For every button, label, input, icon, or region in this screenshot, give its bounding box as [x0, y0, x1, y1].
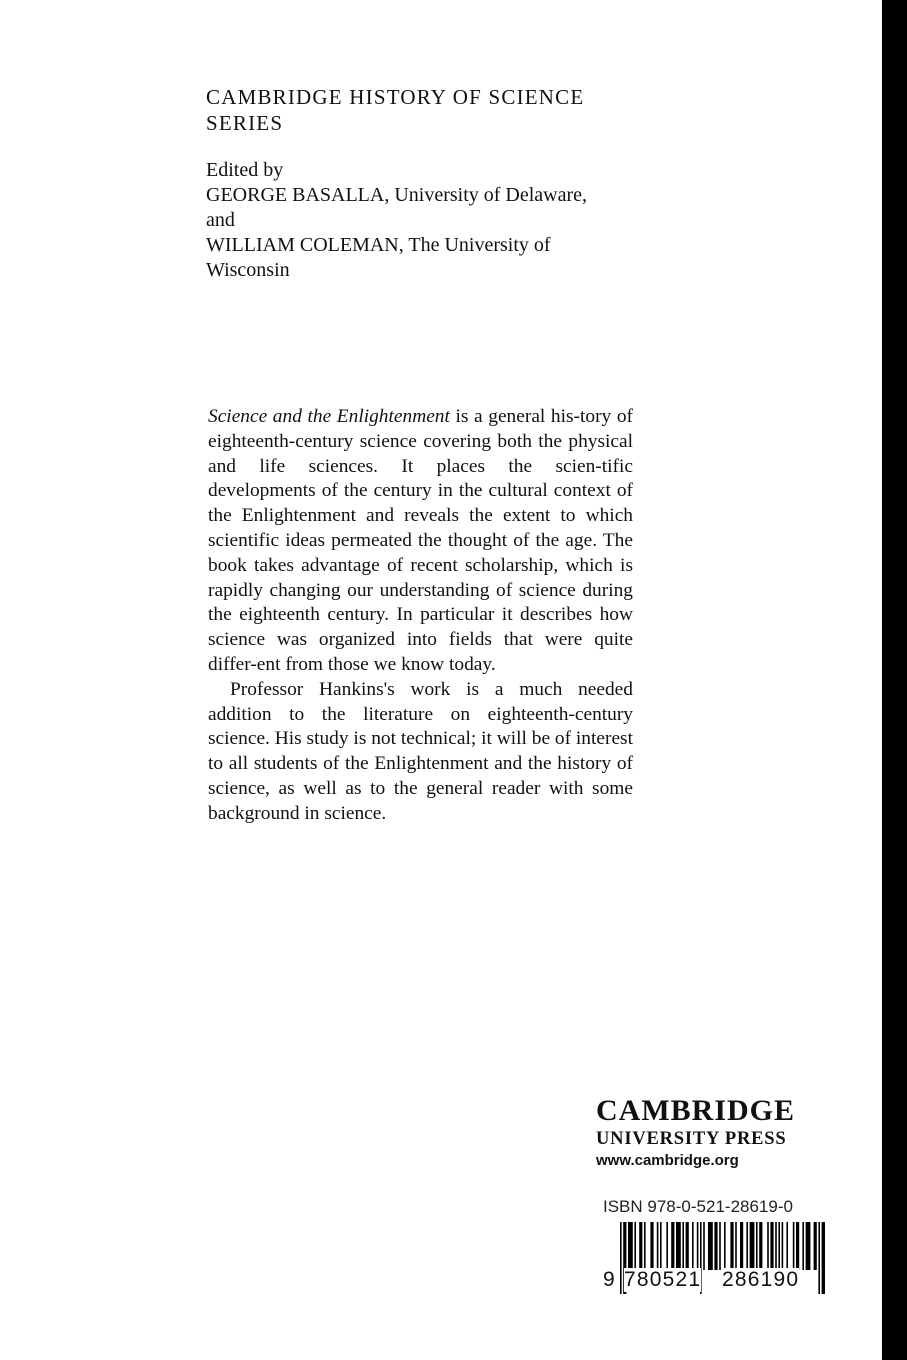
barcode-bar [697, 1222, 699, 1270]
edited-by-label: Edited by [206, 159, 284, 181]
barcode-bar [714, 1222, 717, 1270]
editor-coleman-line2: Wisconsin [206, 259, 290, 281]
barcode-bar [806, 1222, 811, 1270]
barcode-bar [666, 1222, 668, 1270]
barcode-bar [778, 1222, 780, 1270]
barcode-digits-left: 780521 [624, 1268, 702, 1291]
barcode-digits-right: 286190 [722, 1268, 800, 1291]
barcode-bar [770, 1222, 773, 1270]
barcode-bar [692, 1222, 694, 1270]
barcode-bar [759, 1222, 762, 1270]
editors-conjunction: and [206, 209, 235, 231]
editor-basalla: GEORGE BASALLA, University of Delaware, [206, 184, 588, 206]
barcode-bar [660, 1222, 662, 1270]
barcode-bar [671, 1222, 674, 1270]
isbn-label: ISBN 978-0-521-28619-0 [603, 1197, 793, 1216]
barcode-bar [750, 1222, 755, 1270]
barcode-bar [735, 1222, 737, 1270]
barcode-bar [730, 1222, 733, 1270]
series-title [206, 84, 626, 136]
barcode-bar [657, 1222, 659, 1270]
barcode-bar [775, 1222, 777, 1270]
publisher-url: www.cambridge.org [596, 1152, 739, 1169]
barcode-bar [676, 1222, 681, 1270]
barcode-bar [746, 1222, 748, 1270]
barcode-bar [782, 1222, 784, 1270]
barcode-bar [719, 1222, 721, 1270]
barcode-bar [686, 1222, 689, 1270]
barcode-bar [767, 1222, 769, 1270]
barcode-bar [793, 1222, 795, 1270]
barcode-bar [802, 1222, 804, 1270]
barcode-bar [756, 1222, 758, 1270]
barcode-bar [682, 1222, 684, 1270]
barcode-bar [724, 1222, 726, 1270]
book-blurb [208, 405, 633, 827]
blurb-paragraph-1 [208, 405, 633, 678]
barcode-bar [703, 1222, 705, 1270]
barcode-bar [818, 1222, 820, 1294]
barcode-bar [796, 1222, 799, 1270]
publisher-press: UNIVERSITY PRESS [596, 1129, 787, 1149]
barcode-bar [708, 1222, 713, 1270]
barcode-bar [620, 1222, 622, 1294]
series-title-line2: SERIES [206, 111, 284, 135]
blurb-paragraph-1-text: is a general his-tory of eighteenth-century science covering both the physical and life sciences. It places the scien-tific developments of the century in the cultural context of the Enlightenment and reveals the extent to which scientific ideas permeated the thought of the age. The book takes advantage of recent scholarship, which is rapidly changing our understanding of science during the eighteenth century. In particular it describes how science was organized into fields that were quite differ-ent from those we know today. [208, 406, 633, 675]
barcode-bar [628, 1222, 633, 1270]
editor-coleman-line1: WILLIAM COLEMAN, The University of [206, 234, 551, 256]
publisher-block [596, 1094, 828, 1172]
barcode-bar [786, 1222, 788, 1270]
barcode-bar [639, 1222, 642, 1270]
publisher-name: CAMBRIDGE [596, 1094, 796, 1127]
barcode-bar [822, 1222, 825, 1294]
barcode-digit-first: 9 [603, 1268, 616, 1291]
blurb-paragraph-2: Professor Hankins's work is a much needed addition to the literature on eighteenth-century science. His study is not technical; it will be of interest to all students of the Enlightenment and the history of science, as well as to the general reader with some background in science. [208, 678, 633, 824]
barcode-bar [650, 1222, 653, 1270]
barcode-bar [814, 1222, 817, 1270]
book-title: Science and the Enlightenment [208, 406, 450, 427]
barcode-bar [634, 1222, 636, 1270]
series-editors [206, 158, 626, 283]
barcode-bar [644, 1222, 646, 1270]
page-edge-band [882, 0, 907, 1360]
barcode-bar [740, 1222, 743, 1270]
series-title-line1: CAMBRIDGE HISTORY OF SCIENCE [206, 85, 585, 109]
